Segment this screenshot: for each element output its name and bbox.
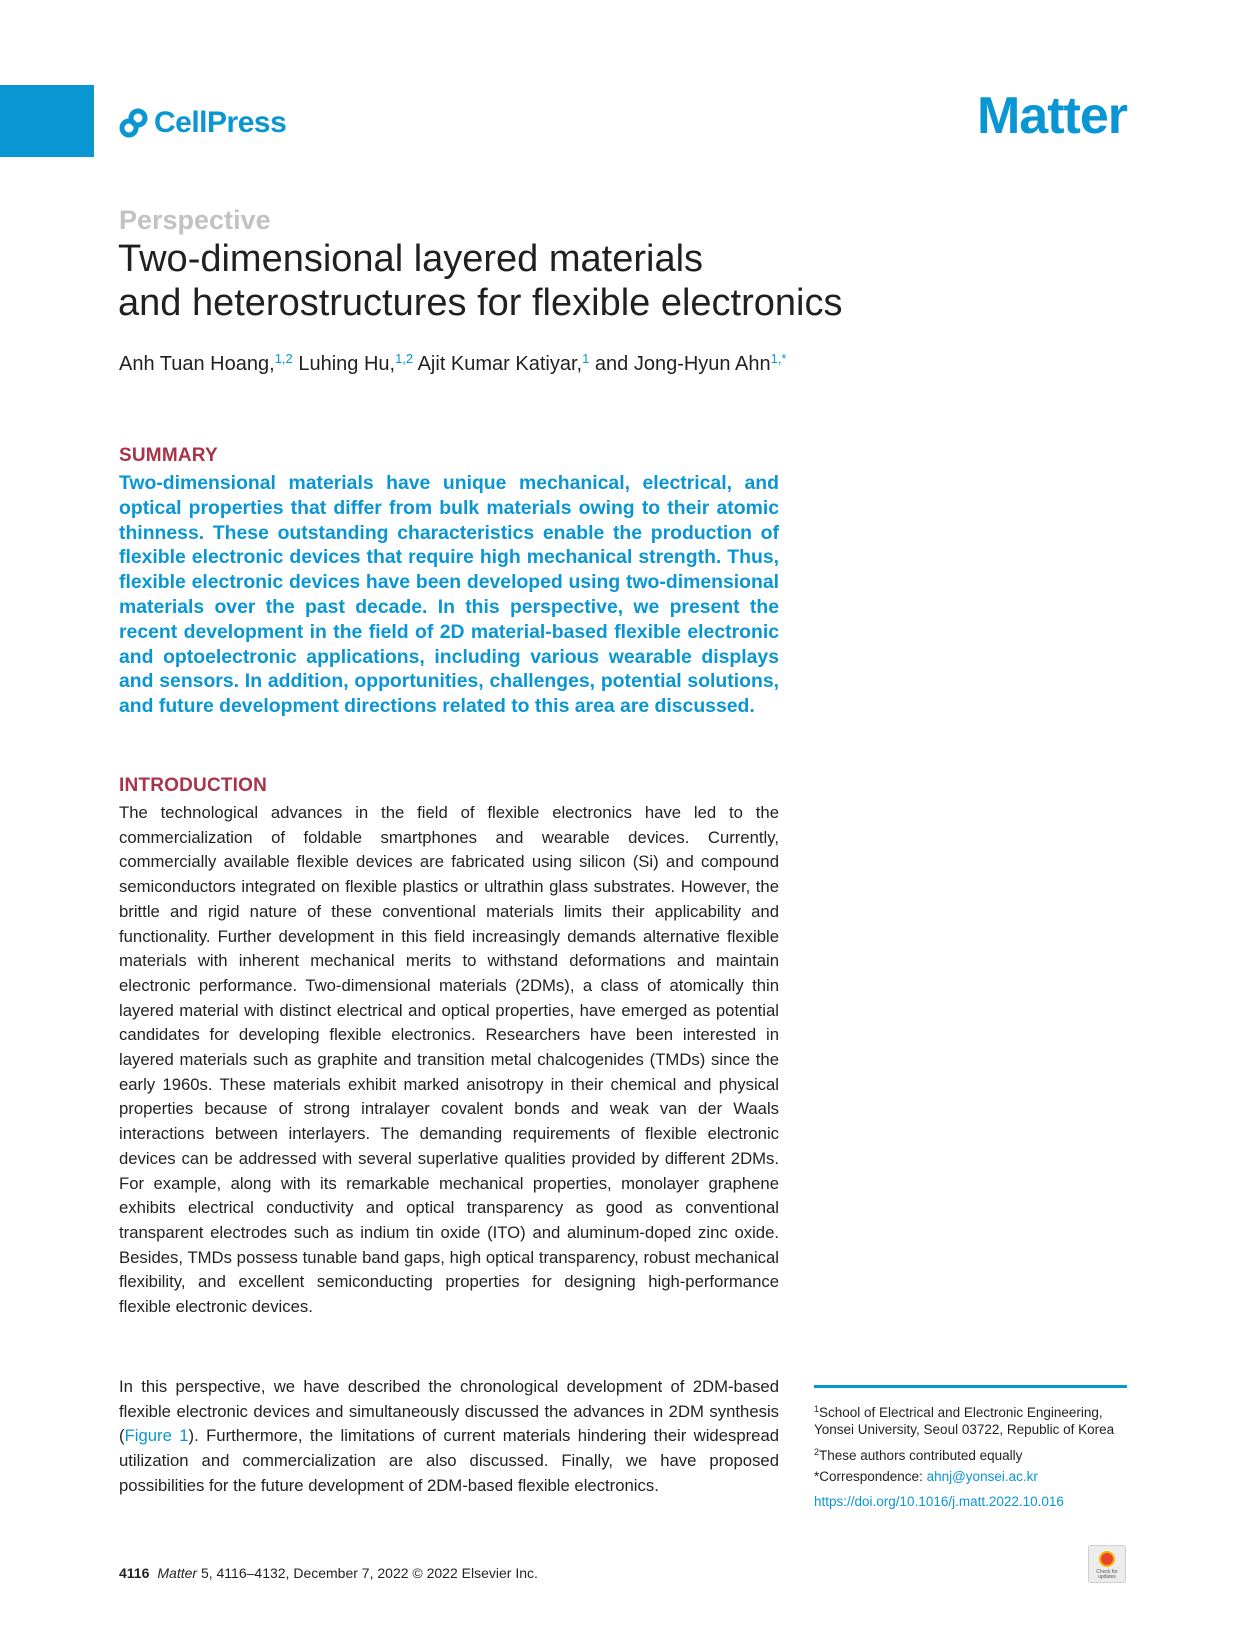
corner-accent-block xyxy=(0,85,94,157)
publisher-logo[interactable] xyxy=(118,103,286,143)
badge-text: Check for updates xyxy=(1096,1569,1118,1580)
affiliation-text: These authors contributed equally xyxy=(819,1448,1023,1463)
paragraph-text: ). Furthermore, the limitations of current materials hindering their widespread utilization and commercialization are also discussed. Finally, we have proposed possibilities for the future development of 2DM-based flexible electronics. xyxy=(119,1426,780,1495)
summary-heading: SUMMARY xyxy=(119,445,218,466)
correspondence-label: *Correspondence: xyxy=(814,1469,927,1484)
author-affiliation-ref[interactable]: 1,* xyxy=(770,351,787,366)
correspondence xyxy=(814,1468,1134,1485)
author-name: and Jong-Hyun Ahn xyxy=(589,353,771,375)
author-affiliation-ref[interactable]: 1 xyxy=(582,351,590,366)
journal-name: Matter xyxy=(976,87,1127,145)
email-link[interactable]: ahnj@yonsei.ac.kr xyxy=(926,1469,1038,1484)
affiliation-number: 2 xyxy=(814,1447,820,1457)
affiliation-number: 1 xyxy=(814,1404,820,1414)
footer-journal: Matter xyxy=(157,1565,198,1581)
introduction-heading: INTRODUCTION xyxy=(119,775,268,796)
publisher-name: CellPress xyxy=(154,106,287,139)
footer-citation: 5, 4116–4132, December 7, 2022 © 2022 Elsevier Inc. xyxy=(197,1565,538,1581)
affiliation-text: School of Electrical and Electronic Engineering, Yonsei University, Seoul 03722, Republic of Korea xyxy=(814,1405,1115,1437)
doi-link[interactable]: https://doi.org/10.1016/j.matt.2022.10.016 xyxy=(814,1494,1064,1509)
author-affiliation-ref[interactable]: 1,2 xyxy=(274,351,293,366)
article-title xyxy=(118,237,1018,325)
author-name: Ajit Kumar Katiyar, xyxy=(413,353,583,375)
check-for-updates-icon xyxy=(1099,1551,1115,1567)
author-name: Anh Tuan Hoang, xyxy=(119,353,275,375)
author-name: Luhing Hu, xyxy=(292,353,396,375)
cellpress-logo-icon xyxy=(118,107,150,139)
summary-text: Two-dimensional materials have unique mechanical, electrical, and optical properties that differ from bulk materials owing to their atomic thinness. These outstanding characteristics enable the production of flexible electronic devices that require high mechanical strength. Thus, flexible electronic devices have been developed using two-dimensional materials over the past decade. In this perspective, we present the recent development in the field of 2D material-based flexible electronic and optoelectronic applications, including various wearable displays and sensors. In addition, opportunities, challenges, potential solutions, and future development directions related to this area are discussed. xyxy=(119,472,779,718)
check-for-updates-badge[interactable] xyxy=(1088,1545,1126,1583)
affiliation-2 xyxy=(814,1444,1134,1464)
affiliations-divider xyxy=(814,1385,1127,1388)
page-footer xyxy=(119,1565,538,1581)
paragraph-text: In this perspective, we have described the chronological development of 2DM-based flexible electronic devices and simultaneously discussed the advances in 2DM synthesis ( xyxy=(119,1377,779,1446)
author-affiliation-ref[interactable]: 1,2 xyxy=(395,351,414,366)
figure-1-link[interactable]: Figure 1 xyxy=(124,1426,189,1446)
page-number: 4116 xyxy=(119,1565,150,1581)
introduction-paragraph-1: The technological advances in the field of flexible electronics have led to the commercialization of foldable smartphones and wearable devices. Currently, commercially available flexible devices are fabricated using silicon (Si) and compound semiconductors integrated on flexible plastics or ultrathin glass substrates. However, the brittle and rigid nature of these conventional materials limits their applicability and functionality. Further development in this field increasingly demands alternative flexible materials with inherent mechanical merits to withstand deformations and maintain electronic performance. Two-dimensional materials (2DMs), a class of atomically thin layered material with distinct electrical and optical properties, have emerged as potential candidates for developing flexible electronics. Researchers have been interested in layered materials such as graphite and transition metal chalcogenides (TMDs) since the early 1960s. These materials exhibit marked anisotropy in their chemical and physical properties because of strong intralayer covalent bonds and weak van der Waals interactions between interlayers. The demanding requirements of flexible electronic devices can be addressed with several superlative qualities provided by different 2DMs. For example, along with its remarkable mechanical properties, monolayer graphene exhibits electrical conductivity and optical transparency as good as conventional transparent electrodes such as indium tin oxide (ITO) and aluminum-doped zinc oxide. Besides, TMDs possess tunable band gaps, high optical transparency, robust mechanical flexibility, and excellent semiconducting properties for designing high-performance flexible electronic devices. xyxy=(119,803,779,1317)
affiliation-1 xyxy=(814,1401,1134,1438)
author-list xyxy=(119,351,787,376)
title-line-2: and heterostructures for flexible electronics xyxy=(118,282,843,324)
title-line-1: Two-dimensional layered materials xyxy=(118,238,704,280)
article-type: Perspective xyxy=(119,205,271,235)
doi xyxy=(814,1493,1134,1510)
introduction-paragraph-2 xyxy=(119,1375,779,1499)
